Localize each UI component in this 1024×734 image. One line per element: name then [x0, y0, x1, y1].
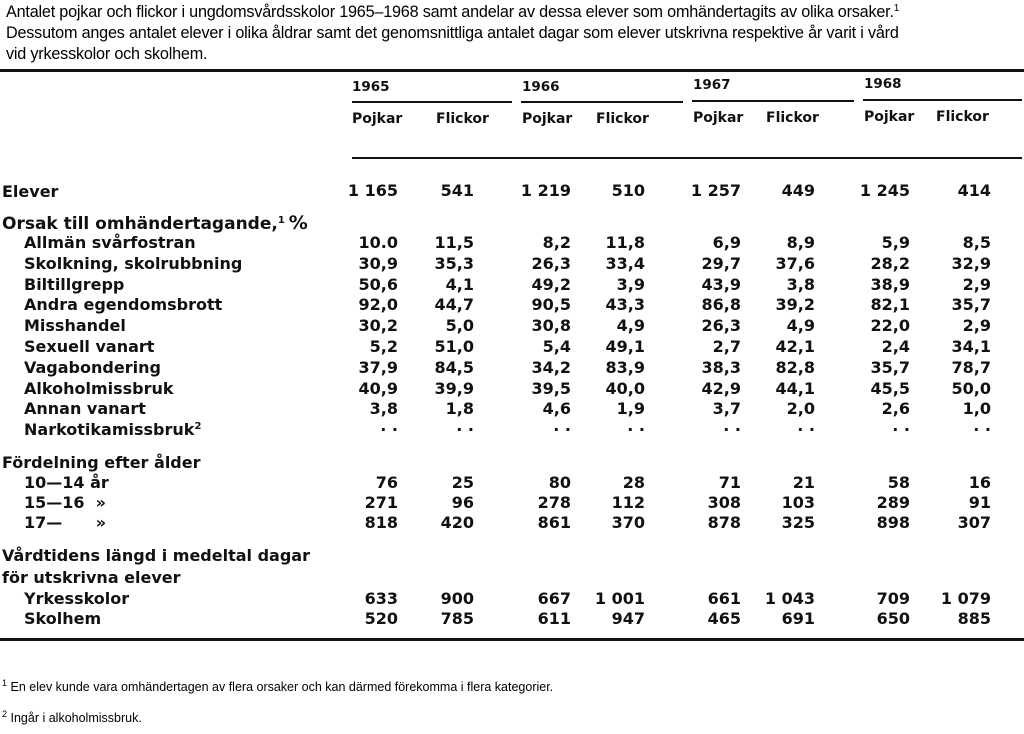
vardtid-row-value: 900	[440, 589, 474, 608]
label-text: Annan vanart	[24, 399, 146, 418]
orsak-row-value: 3,9	[616, 275, 645, 294]
elever-value: 510	[611, 181, 645, 200]
orsak-row-value: 30,8	[531, 316, 571, 335]
caption-line-1: Antalet pojkar och flickor i ungdomsvårdsskolor 1965–1968 samt andelar av dessa elever som omhändertagits av olika orsaker.$^1$	[6, 3, 900, 21]
year-header: 1966	[522, 79, 560, 95]
orsak-row-value: · ·	[627, 420, 645, 439]
label-text: Skolkning, skolrubbning	[24, 254, 243, 273]
row-label	[24, 233, 196, 254]
caption-line-2: Dessutom anges antalet elever i olika åldrar samt det genomsnittliga antalet dagar som elever utskrivna respektive år varit i vård	[6, 24, 899, 42]
orsak-row-value: · ·	[456, 420, 474, 439]
orsak-row-value: 35,3	[434, 254, 474, 273]
label-text: Alkoholmissbruk	[24, 379, 174, 398]
orsak-row-value: 3,8	[369, 399, 398, 418]
alder-row-value: 25	[451, 473, 474, 492]
orsak-row-value: 5,9	[881, 233, 910, 252]
vardtid-row-value: 785	[440, 609, 474, 628]
row-label	[24, 420, 201, 441]
orsak-row-value: 1,0	[962, 399, 991, 418]
row-label	[24, 295, 222, 316]
vardtid-row-value: 650	[876, 609, 910, 628]
orsak-row-value: 1,8	[445, 399, 474, 418]
row-label	[24, 358, 161, 379]
orsak-row-value: 22,0	[870, 316, 910, 335]
orsak-row-value: 29,7	[701, 254, 741, 273]
label-text: Misshandel	[24, 316, 126, 335]
vardtid-row-value: 520	[364, 609, 398, 628]
alder-row-value: 325	[781, 513, 815, 532]
orsak-row-value: 42,9	[701, 379, 741, 398]
vardtid-row-value: 947	[611, 609, 645, 628]
elever-value: 414	[957, 181, 991, 200]
vardtid-row-value: 633	[364, 589, 398, 608]
orsak-row-value: 38,9	[870, 275, 910, 294]
orsak-row-value: 44,1	[775, 379, 815, 398]
year-underline-1968	[863, 99, 1022, 101]
orsak-row-value: 40,9	[358, 379, 398, 398]
orsak-row-value: 43,3	[605, 295, 645, 314]
orsak-row-value: 6,9	[712, 233, 741, 252]
elever-value: 1 245	[859, 181, 910, 200]
vardtid-row-value: 1 079	[940, 589, 991, 608]
orsak-row-value: · ·	[973, 420, 991, 439]
orsak-row-value: 26,3	[531, 254, 571, 273]
year-header: 1967	[693, 77, 731, 93]
alder-row-value: 80	[548, 473, 571, 492]
orsak-row-value: 11,8	[605, 233, 645, 252]
orsak-row-value: 39,9	[434, 379, 474, 398]
orsak-row-value: · ·	[892, 420, 910, 439]
orsak-row-value: 34,2	[531, 358, 571, 377]
orsak-row-value: · ·	[797, 420, 815, 439]
row-label: 15—16 »	[24, 493, 107, 512]
header-bottom-rule	[352, 157, 1022, 159]
orsak-row-value: 49,1	[605, 337, 645, 356]
label-text: Biltillgrepp	[24, 275, 125, 294]
alder-row-value: 278	[537, 493, 571, 512]
row-label-elever: Elever	[2, 182, 59, 201]
row-label: Skolhem	[24, 609, 102, 628]
section-heading-orsak	[2, 213, 308, 235]
year-header: 1968	[864, 76, 902, 92]
orsak-row-value: 37,9	[358, 358, 398, 377]
orsak-row-value: 40,0	[605, 379, 645, 398]
orsak-row-value: 78,7	[951, 358, 991, 377]
orsak-row-value: 3,8	[786, 275, 815, 294]
row-label	[24, 379, 174, 400]
elever-value: 1 257	[690, 181, 741, 200]
orsak-row-value: 35,7	[951, 295, 991, 314]
alder-row-value: 878	[707, 513, 741, 532]
column-header-pojkar: Pojkar	[864, 109, 915, 125]
year-header: 1965	[352, 79, 390, 95]
orsak-row-value: 8,2	[542, 233, 571, 252]
section-heading-vardtid-2: för utskrivna elever	[2, 568, 181, 587]
alder-row-value: 420	[440, 513, 474, 532]
orsak-row-value: 5,4	[542, 337, 571, 356]
orsak-row-value: 30,2	[358, 316, 398, 335]
alder-row-value: 271	[364, 493, 398, 512]
footnote-ref-1: 1	[893, 3, 900, 14]
orsak-row-value: 5,2	[369, 337, 398, 356]
row-label	[24, 399, 146, 420]
orsak-row-value: 8,5	[962, 233, 991, 252]
orsak-row-value: 4,1	[445, 275, 474, 294]
orsak-row-value: 90,5	[531, 295, 571, 314]
vardtid-row-value: 465	[707, 609, 741, 628]
orsak-row-value: 10.0	[358, 233, 398, 252]
table-bottom-rule	[0, 638, 1024, 641]
alder-row-value: 818	[364, 513, 398, 532]
orsak-row-value: 26,3	[701, 316, 741, 335]
alder-row-value: 103	[781, 493, 815, 512]
alder-row-value: 289	[876, 493, 910, 512]
orsak-row-value: 50,6	[358, 275, 398, 294]
label-text: Allmän svårfostran	[24, 233, 196, 252]
vardtid-row-value: 1 043	[764, 589, 815, 608]
footnote-ref-1: 1	[277, 215, 285, 226]
orsak-row-value: · ·	[380, 420, 398, 439]
orsak-row-value: 3,7	[712, 399, 741, 418]
vardtid-row-value: 709	[876, 589, 910, 608]
orsak-row-value: 42,1	[775, 337, 815, 356]
orsak-row-value: 35,7	[870, 358, 910, 377]
alder-row-value: 96	[451, 493, 474, 512]
elever-value: 541	[440, 181, 474, 200]
orsak-row-value: 86,8	[701, 295, 741, 314]
vardtid-row-value: 1 001	[594, 589, 645, 608]
vardtid-row-value: 691	[781, 609, 815, 628]
orsak-row-value: 2,9	[962, 275, 991, 294]
alder-row-value: 71	[718, 473, 741, 492]
orsak-row-value: 38,3	[701, 358, 741, 377]
label-text: Andra egendomsbrott	[24, 295, 223, 314]
column-header-pojkar: Pojkar	[352, 111, 403, 127]
alder-row-value: 21	[792, 473, 815, 492]
column-header-flickor: Flickor	[436, 111, 489, 127]
orsak-row-value: 11,5	[434, 233, 474, 252]
footnote-ref-2: 2	[194, 421, 202, 432]
footnote-1: $^1$ En elev kunde vara omhändertagen av flera orsaker och kan därmed förekomma i flera kategorier.	[2, 678, 554, 694]
orsak-row-value: 2,9	[962, 316, 991, 335]
alder-row-value: 58	[887, 473, 910, 492]
column-header-pojkar: Pojkar	[522, 111, 573, 127]
orsak-row-value: 37,6	[775, 254, 815, 273]
elever-value: 1 219	[520, 181, 571, 200]
column-header-flickor: Flickor	[766, 110, 819, 126]
footnote-2: $^2$ Ingår i alkoholmissbruk.	[2, 709, 142, 725]
unit-percent: %	[288, 212, 308, 234]
column-header-flickor: Flickor	[596, 111, 649, 127]
orsak-row-value: 39,2	[775, 295, 815, 314]
alder-row-value: 76	[375, 473, 398, 492]
row-label: 17— »	[24, 513, 107, 532]
orsak-row-value: 2,7	[712, 337, 741, 356]
orsak-row-value: 39,5	[531, 379, 571, 398]
orsak-row-value: 32,9	[951, 254, 991, 273]
orsak-row-value: 2,4	[881, 337, 910, 356]
elever-value: 449	[781, 181, 815, 200]
row-label	[24, 316, 126, 337]
orsak-row-value: 1,9	[616, 399, 645, 418]
alder-row-value: 16	[968, 473, 991, 492]
year-underline-1967	[692, 100, 854, 102]
orsak-row-value: 4,9	[786, 316, 815, 335]
alder-row-value: 28	[622, 473, 645, 492]
vardtid-row-value: 661	[707, 589, 741, 608]
orsak-row-value: 33,4	[605, 254, 645, 273]
row-label: 10—14 år	[24, 473, 109, 492]
section-heading-alder: Fördelning efter ålder	[2, 453, 201, 472]
column-header-flickor: Flickor	[936, 109, 989, 125]
vardtid-row-value: 667	[537, 589, 571, 608]
column-header-pojkar: Pojkar	[693, 110, 744, 126]
row-label: Yrkesskolor	[24, 589, 130, 608]
year-underline-1965	[352, 101, 512, 103]
orsak-row-value: 44,7	[434, 295, 474, 314]
top-rule	[0, 69, 1024, 72]
alder-row-value: 898	[876, 513, 910, 532]
orsak-row-value: 45,5	[870, 379, 910, 398]
alder-row-value: 861	[537, 513, 571, 532]
orsak-row-value: 49,2	[531, 275, 571, 294]
orsak-row-value: 30,9	[358, 254, 398, 273]
alder-row-value: 112	[611, 493, 645, 512]
orsak-row-value: 50,0	[951, 379, 991, 398]
orsak-row-value: 28,2	[870, 254, 910, 273]
label-text: Narkotikamissbruk	[24, 420, 195, 439]
caption-line-3: vid yrkesskolor och skolhem.	[6, 45, 208, 63]
orsak-row-value: 84,5	[434, 358, 474, 377]
orsak-row-value: 4,6	[542, 399, 571, 418]
orsak-row-value: 51,0	[434, 337, 474, 356]
vardtid-row-value: 611	[537, 609, 571, 628]
alder-row-value: 370	[611, 513, 645, 532]
label-text: Vagabondering	[24, 358, 161, 377]
row-label	[24, 254, 242, 275]
orsak-row-value: · ·	[553, 420, 571, 439]
orsak-row-value: 2,0	[786, 399, 815, 418]
orsak-row-value: · ·	[723, 420, 741, 439]
orsak-row-value: 5,0	[445, 316, 474, 335]
orsak-row-value: 92,0	[358, 295, 398, 314]
orsak-row-value: 8,9	[786, 233, 815, 252]
label-text: Sexuell vanart	[24, 337, 155, 356]
orsak-row-value: 4,9	[616, 316, 645, 335]
orsak-row-value: 83,9	[605, 358, 645, 377]
year-underline-1966	[521, 101, 683, 103]
alder-row-value: 308	[707, 493, 741, 512]
section-heading-vardtid: Vårdtidens längd i medeltal dagar	[2, 546, 310, 565]
row-label	[24, 275, 124, 296]
alder-row-value: 307	[957, 513, 991, 532]
alder-row-value: 91	[968, 493, 991, 512]
table-caption	[6, 2, 1022, 65]
orsak-row-value: 2,6	[881, 399, 910, 418]
orsak-row-value: 43,9	[701, 275, 741, 294]
orsak-row-value: 82,8	[775, 358, 815, 377]
heading-text: Orsak till omhändertagande,	[2, 214, 278, 234]
orsak-row-value: 82,1	[870, 295, 910, 314]
elever-value: 1 165	[347, 181, 398, 200]
row-label	[24, 337, 154, 358]
orsak-row-value: 34,1	[951, 337, 991, 356]
vardtid-row-value: 885	[957, 609, 991, 628]
